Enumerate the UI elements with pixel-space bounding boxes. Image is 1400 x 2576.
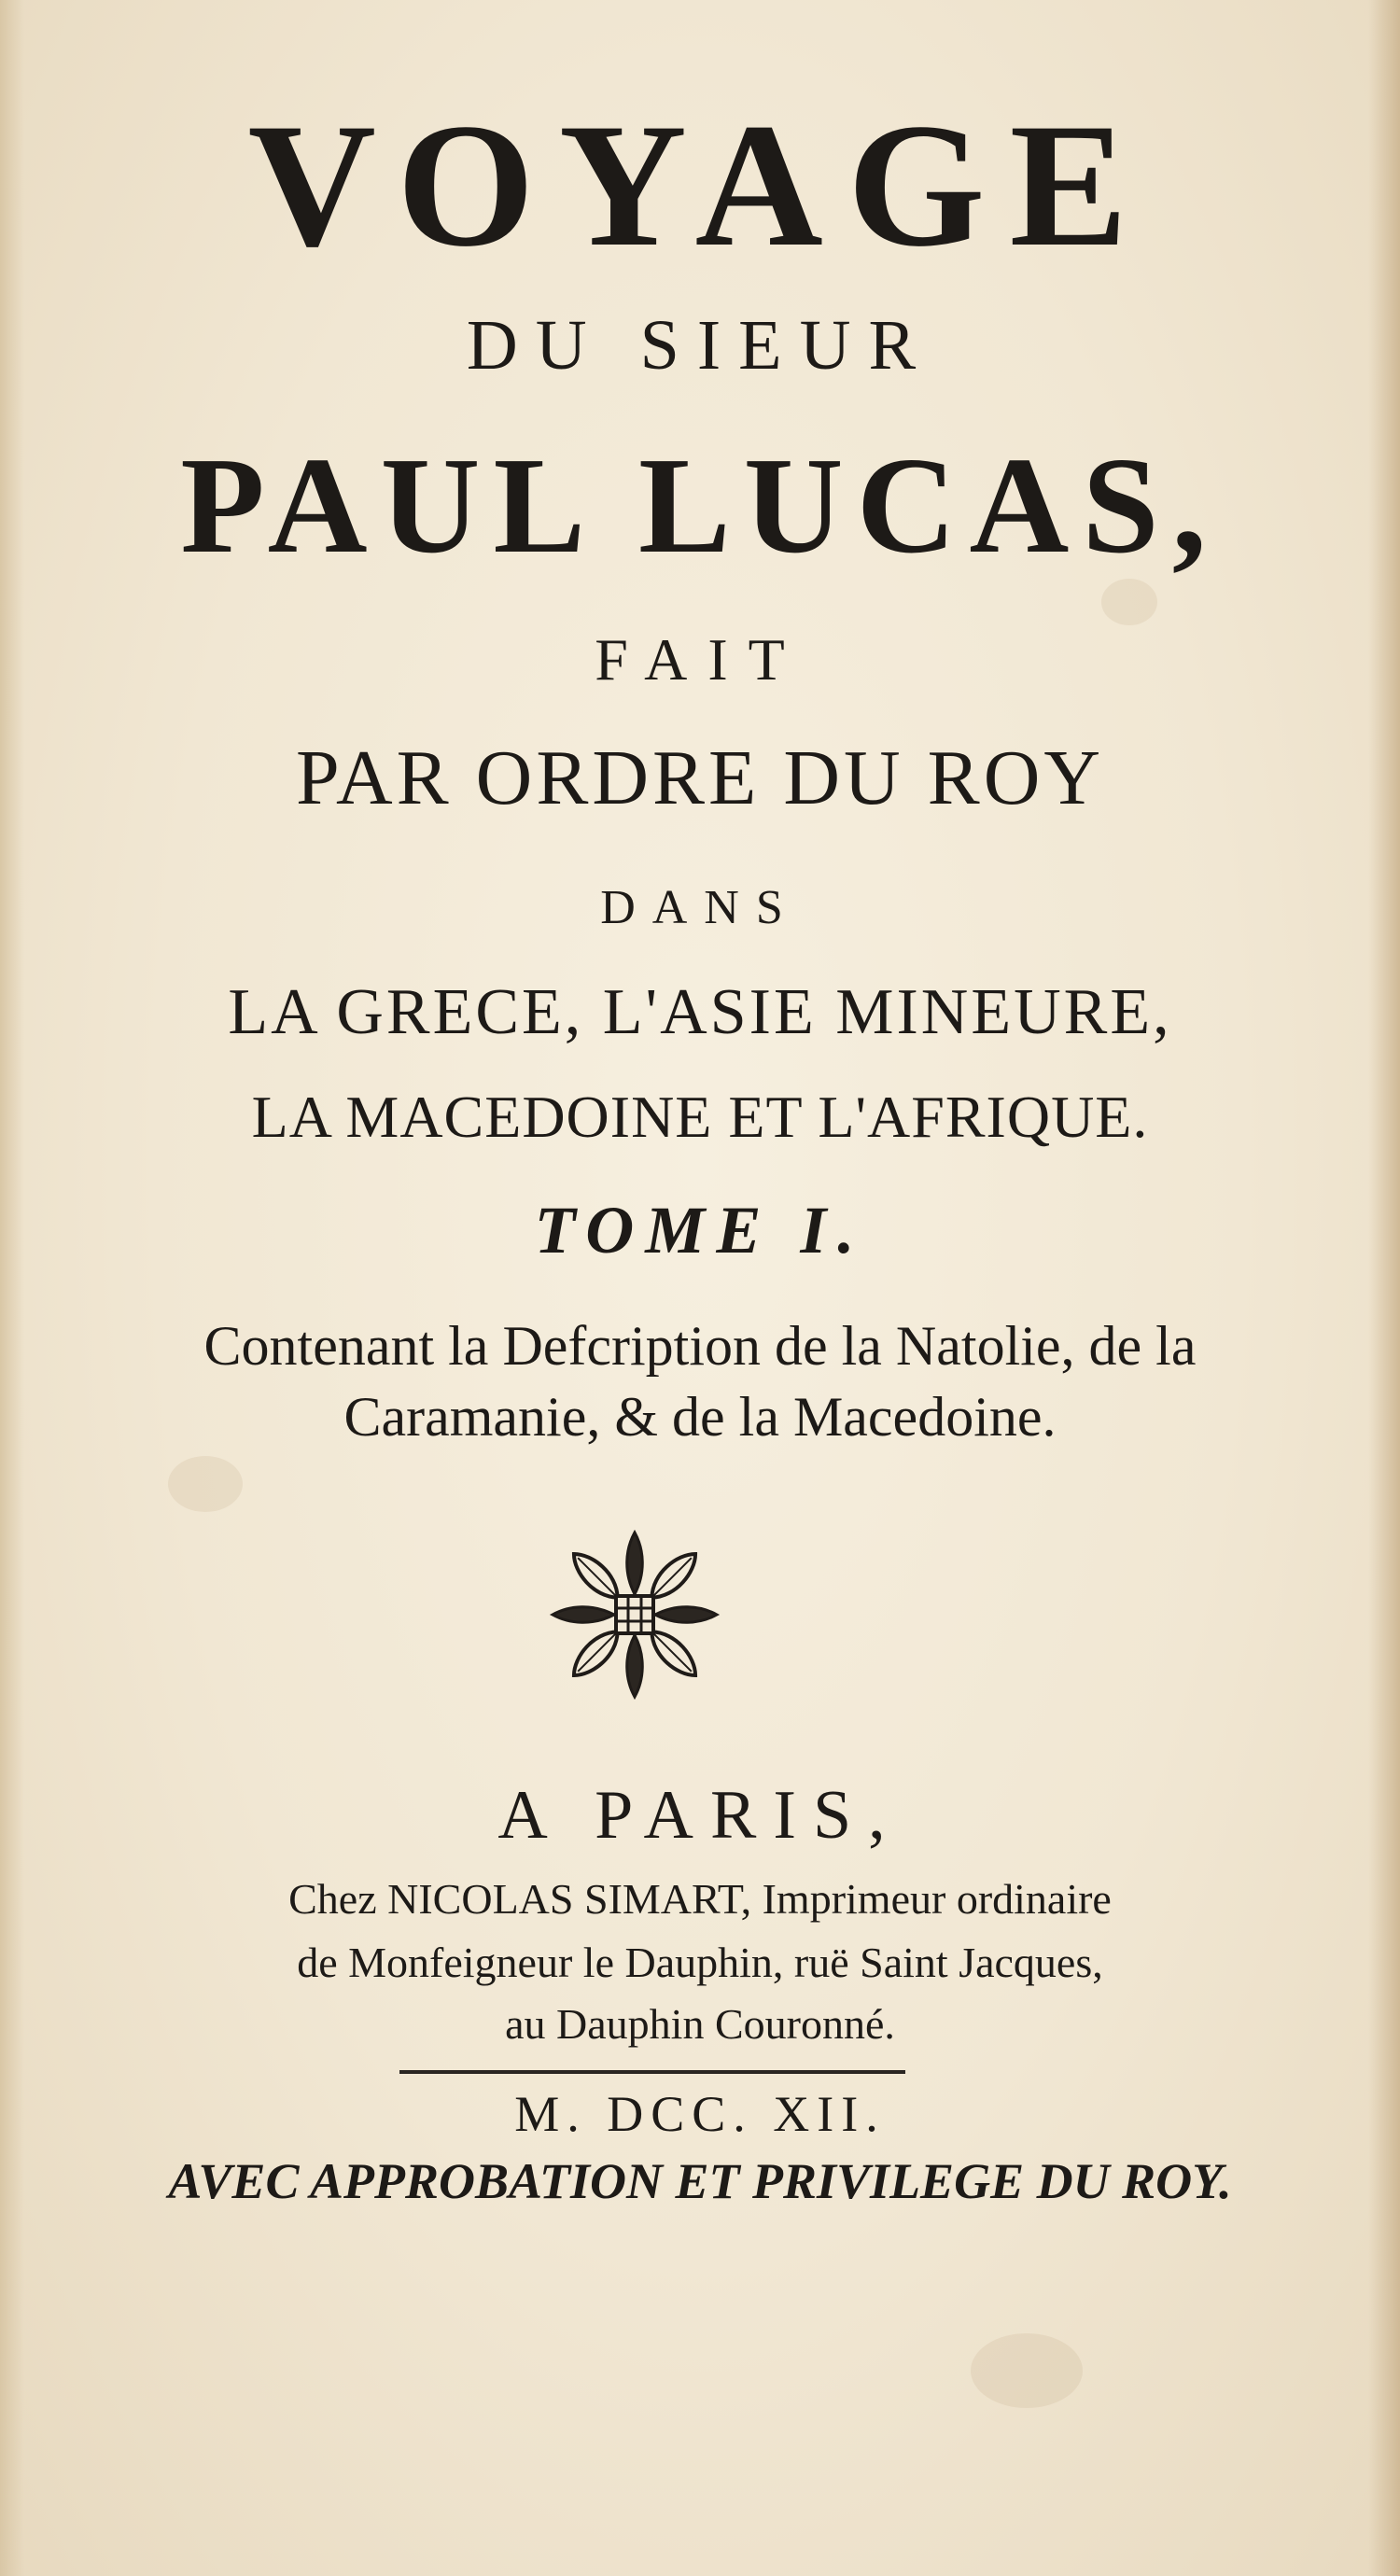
publication-date: M. DCC. XII. <box>514 2086 886 2142</box>
places-line-1: LA GRECE, L'ASIE MINEURE, <box>228 976 1172 1048</box>
contents-line-1: Contenant la Defcription de la Natolie, de la <box>203 1315 1197 1377</box>
dans-text: DANS <box>600 881 800 934</box>
paper-stain <box>168 1456 243 1512</box>
printer-line-2: de Monfeigneur le Dauphin, ruë Saint Jacques, <box>297 1939 1103 1986</box>
paper-stain <box>971 2333 1083 2408</box>
floral-ornament-icon <box>541 1521 728 1708</box>
volume-label: TOME I. <box>534 1193 866 1267</box>
fait-text: FAIT <box>595 626 805 693</box>
divider-rule <box>399 2070 905 2074</box>
places-line-2: LA MACEDOINE ET L'AFRIQUE. <box>251 1084 1149 1150</box>
author-name: PAUL LUCAS, <box>180 429 1220 582</box>
printer-line-1: Chez NICOLAS SIMART, Imprimeur ordinaire <box>288 1875 1112 1923</box>
book-subtitle: DU SIEUR <box>466 306 934 385</box>
printer-line-3: au Dauphin Couronné. <box>505 2000 895 2048</box>
contents-line-2: Caramanie, & de la Macedoine. <box>343 1386 1057 1448</box>
book-title: VOYAGE <box>247 88 1153 284</box>
imprint-city: A PARIS, <box>497 1777 903 1854</box>
royal-order-text: PAR ORDRE DU ROY <box>295 735 1105 821</box>
royal-approbation: AVEC APPROBATION ET PRIVILEGE DU ROY. <box>168 2153 1232 2209</box>
paper-stain <box>1101 579 1157 625</box>
